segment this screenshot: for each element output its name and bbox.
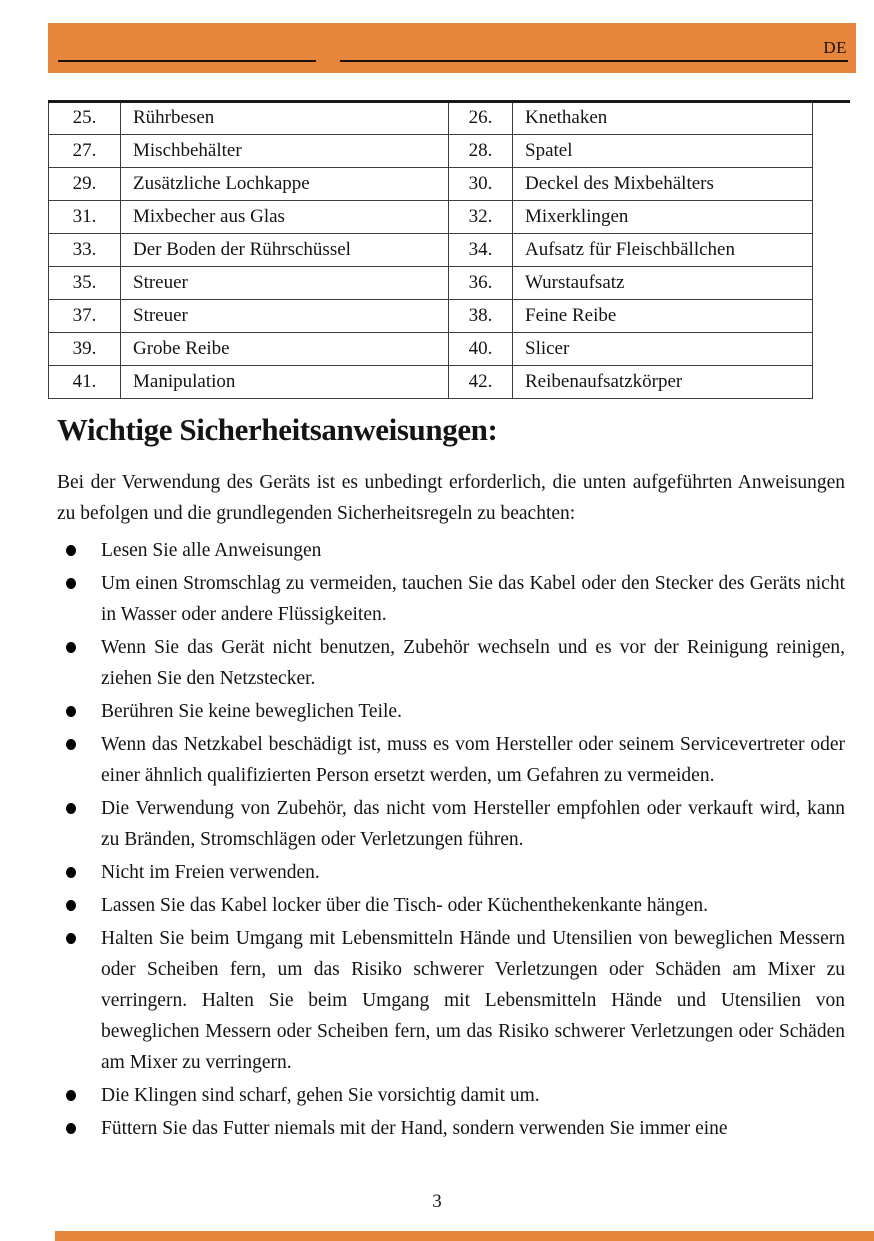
bullet-icon <box>66 803 76 814</box>
item-number-cell: 41. <box>49 366 121 399</box>
bullet-text: Wenn das Netzkabel beschädigt ist, muss es vom Hersteller oder seinem Servicevertreter oder einer ähnlich qualifizierten Person ersetzt werden, um Gefahren zu vermeiden. <box>101 734 845 786</box>
bullet-text: Die Verwendung von Zubehör, das nicht vom Hersteller empfohlen oder verkauft wird, kann zu Bränden, Stromschlägen oder Verletzungen führen. <box>101 798 845 850</box>
item-label-cell: Manipulation <box>121 366 449 399</box>
bullet-text: Um einen Stromschlag zu vermeiden, tauchen Sie das Kabel oder den Stecker des Geräts nicht in Wasser oder andere Flüssigkeiten. <box>101 573 845 625</box>
parts-table-body <box>49 102 813 399</box>
bullet-icon <box>66 545 76 556</box>
item-number-cell: 37. <box>49 300 121 333</box>
item-number-cell: 33. <box>49 234 121 267</box>
table-row <box>49 366 813 399</box>
bullet-icon <box>66 578 76 589</box>
table-row <box>49 135 813 168</box>
item-label-cell: Feine Reibe <box>513 300 813 333</box>
bullet-icon <box>66 933 76 944</box>
item-label-cell: Deckel des Mixbehälters <box>513 168 813 201</box>
bullet-item <box>57 857 845 888</box>
bullet-text: Die Klingen sind scharf, gehen Sie vorsichtig damit um. <box>101 1085 540 1106</box>
item-number-cell: 32. <box>449 201 513 234</box>
item-number-cell: 35. <box>49 267 121 300</box>
item-label-cell: Knethaken <box>513 102 813 135</box>
bullet-icon <box>66 1090 76 1101</box>
intro-paragraph: Bei der Verwendung des Geräts ist es unbedingt erforderlich, die unten aufgeführten Anweisungen zu befolgen und die grundlegenden Sicherheitsregeln zu beachten: <box>57 472 845 524</box>
item-label-cell: Reibenaufsatzkörper <box>513 366 813 399</box>
table-row <box>49 234 813 267</box>
item-number-cell: 28. <box>449 135 513 168</box>
item-label-cell: Grobe Reibe <box>121 333 449 366</box>
parts-table <box>48 101 813 399</box>
table-top-rule <box>48 100 850 103</box>
bullet-item <box>57 535 845 566</box>
bullet-icon <box>66 900 76 911</box>
table-row <box>49 102 813 135</box>
body-text <box>57 467 845 1146</box>
item-number-cell: 31. <box>49 201 121 234</box>
item-label-cell: Spatel <box>513 135 813 168</box>
item-number-cell: 30. <box>449 168 513 201</box>
bullet-text: Füttern Sie das Futter niemals mit der Hand, sondern verwenden Sie immer eine <box>101 1118 728 1139</box>
item-number-cell: 36. <box>449 267 513 300</box>
bullet-item <box>57 890 845 921</box>
table-row <box>49 201 813 234</box>
bullet-item <box>57 696 845 727</box>
section-heading: Wichtige Sicherheitsanweisungen: <box>57 412 498 447</box>
item-label-cell: Slicer <box>513 333 813 366</box>
item-label-cell: Zusätzliche Lochkappe <box>121 168 449 201</box>
bullet-text: Berühren Sie keine beweglichen Teile. <box>101 701 402 722</box>
bullet-text: Halten Sie beim Umgang mit Lebensmitteln Hände und Utensilien von beweglichen Messern oder Scheiben fern, um das Risiko schwerer Verletzungen oder Schäden am Mixer zu verringern. Halten Sie beim Umgang mit Lebensmitteln Hände und Utensilien von beweglichen Messern oder Scheiben fern, um das Risiko schwerer Verletzungen oder Schäden am Mixer zu verringern. <box>101 928 845 1073</box>
item-number-cell: 26. <box>449 102 513 135</box>
bullet-text: Lesen Sie alle Anweisungen <box>101 540 322 561</box>
item-number-cell: 29. <box>49 168 121 201</box>
item-number-cell: 38. <box>449 300 513 333</box>
table-row <box>49 333 813 366</box>
item-number-cell: 40. <box>449 333 513 366</box>
item-label-cell: Mischbehälter <box>121 135 449 168</box>
header-bar <box>48 23 856 73</box>
bullet-item <box>57 1080 845 1111</box>
item-number-cell: 27. <box>49 135 121 168</box>
item-number-cell: 25. <box>49 102 121 135</box>
bullet-icon <box>66 706 76 717</box>
header-rule-left <box>58 60 316 62</box>
bullet-text: Lassen Sie das Kabel locker über die Tisch- oder Küchenthekenkante hängen. <box>101 895 709 916</box>
page-number: 3 <box>432 1191 442 1212</box>
bullet-item <box>57 923 845 1078</box>
item-label-cell: Der Boden der Rührschüssel <box>121 234 449 267</box>
bullet-icon <box>66 739 76 750</box>
item-label-cell: Wurstaufsatz <box>513 267 813 300</box>
bullet-text: Nicht im Freien verwenden. <box>101 862 320 883</box>
bullet-item <box>57 1113 845 1144</box>
bullet-icon <box>66 867 76 878</box>
bullet-item <box>57 632 845 694</box>
bullet-item <box>57 793 845 855</box>
item-label-cell: Streuer <box>121 267 449 300</box>
item-number-cell: 39. <box>49 333 121 366</box>
item-label-cell: Rührbesen <box>121 102 449 135</box>
item-label-cell: Mixbecher aus Glas <box>121 201 449 234</box>
item-number-cell: 34. <box>449 234 513 267</box>
bullet-item <box>57 729 845 791</box>
language-badge: DE <box>823 38 847 57</box>
item-number-cell: 42. <box>449 366 513 399</box>
table-row <box>49 267 813 300</box>
header-rule-right <box>340 60 848 62</box>
bullet-icon <box>66 1123 76 1134</box>
bullet-icon <box>66 642 76 653</box>
item-label-cell: Streuer <box>121 300 449 333</box>
bullet-item <box>57 568 845 630</box>
item-label-cell: Mixerklingen <box>513 201 813 234</box>
table-row <box>49 168 813 201</box>
bullet-text: Wenn Sie das Gerät nicht benutzen, Zubehör wechseln und es vor der Reinigung reinigen, ziehen Sie den Netzstecker. <box>101 637 845 689</box>
footer-bar <box>55 1231 874 1241</box>
table-row <box>49 300 813 333</box>
safety-bullet-list <box>57 535 845 1144</box>
item-label-cell: Aufsatz für Fleischbällchen <box>513 234 813 267</box>
parts-table-section <box>48 101 812 399</box>
